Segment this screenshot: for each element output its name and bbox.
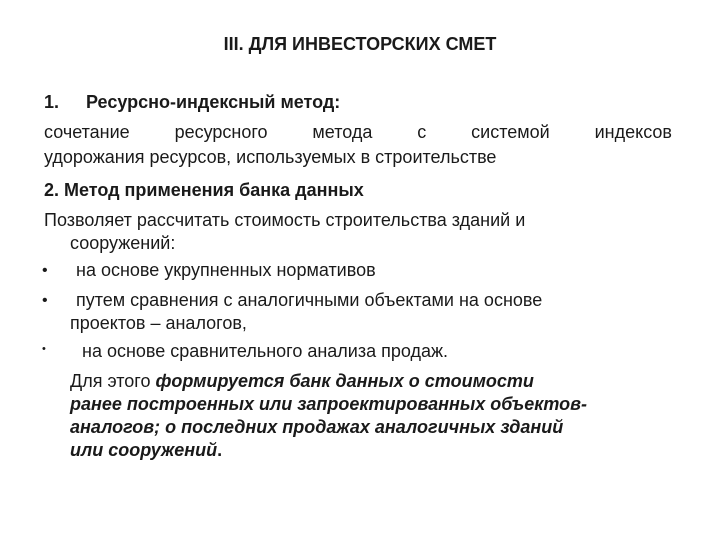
- bullet-marker: •: [42, 343, 46, 355]
- note-line4-text: или сооружений: [70, 440, 218, 460]
- section1-number: 1.: [44, 92, 60, 112]
- section1-heading: Ресурсно-индексный метод:: [86, 92, 341, 112]
- bullet-text: на основе сравнительного анализа продаж.: [82, 341, 449, 361]
- bullet-marker: •: [42, 262, 48, 279]
- page-title: III. ДЛЯ ИНВЕСТОРСКИХ СМЕТ: [223, 34, 497, 54]
- section2-intro-line1: Позволяет рассчитать стоимость строительства зданий и: [44, 210, 526, 230]
- bullet-text: путем сравнения с аналогичными объектами на основе: [76, 290, 543, 310]
- note-line4: или сооружений.: [70, 440, 223, 460]
- note-prefix: Для этого: [70, 371, 156, 391]
- section2-heading: 2. Метод применения банка данных: [44, 180, 364, 200]
- section1-line1: сочетание ресурсного метода с системой индексов: [44, 122, 672, 142]
- note-line3: аналогов; о последних продажах аналогичных зданий: [70, 417, 564, 437]
- bullet-text: на основе укрупненных нормативов: [76, 260, 376, 280]
- section1-line2: удорожания ресурсов, используемых в строительстве: [44, 147, 497, 167]
- note-emphasis: формируется банк данных о стоимости: [155, 371, 534, 391]
- note-line2: ранее построенных или запроектированных объектов-: [70, 394, 588, 414]
- section2-intro-line2: сооружений:: [70, 233, 176, 253]
- bullet-marker: •: [42, 292, 48, 309]
- note-line1: [70, 371, 534, 392]
- bullet-text-continued: проектов – аналогов,: [70, 313, 247, 333]
